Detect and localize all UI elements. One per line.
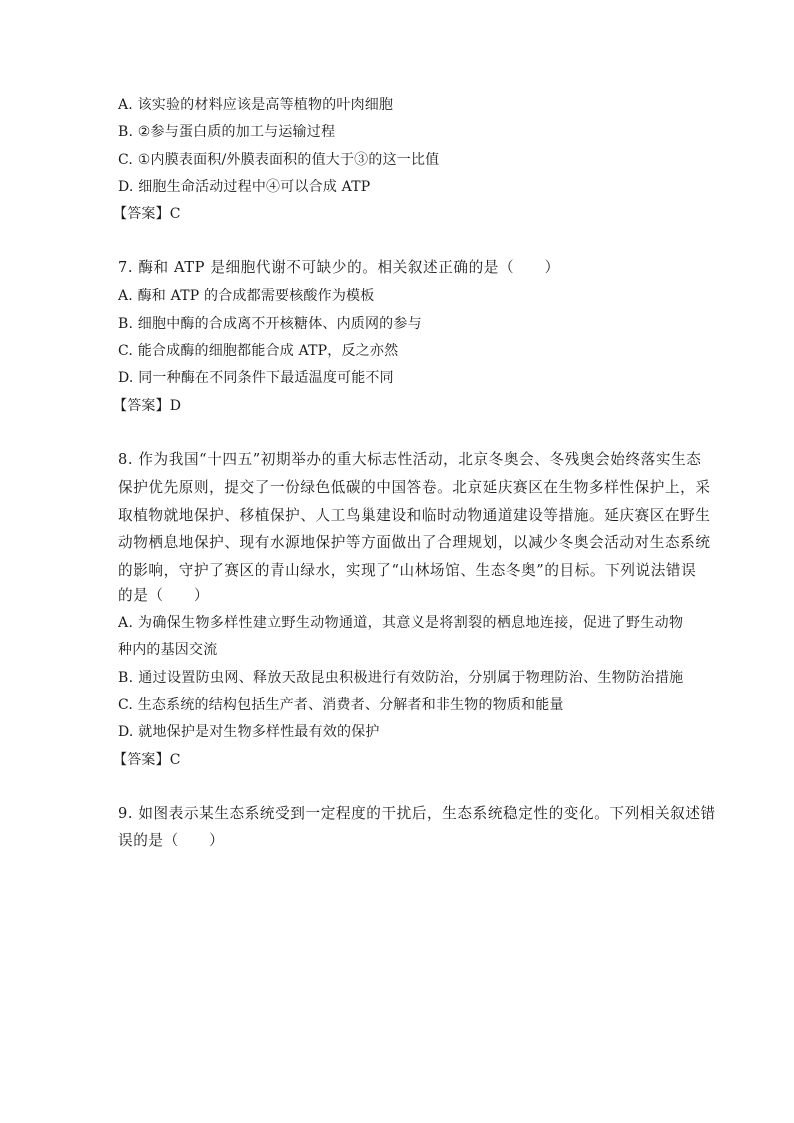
q7-stem: 7. 酶和 ATP 是细胞代谢不可缺少的。相关叙述正确的是（ ） xyxy=(118,259,560,276)
q6-option-b: B. ②参与蛋白质的加工与运输过程 xyxy=(118,124,336,140)
q7-answer: 【答案】D xyxy=(113,398,182,414)
q7-option-d: D. 同一种酶在不同条件下最适温度可能不同 xyxy=(118,370,394,386)
q6-option-d: D. 细胞生命活动过程中④可以合成 ATP xyxy=(118,179,371,195)
q8-option-a-line-1: A. 为确保生物多样性建立野生动物通道，其意义是将割裂的栖息地连接，促进了野生动物 xyxy=(118,615,684,631)
q8-stem-line-3: 取植物就地保护、移植保护、人工鸟巢建设和临时动物通道建设等措施。延庆赛区在野生 xyxy=(118,507,711,524)
q7-option-a: A. 酶和 ATP 的合成都需要核酸作为模板 xyxy=(118,288,375,304)
q6-option-a: A. 该实验的材料应该是高等植物的叶肉细胞 xyxy=(118,97,394,113)
q8-option-c: C. 生态系统的结构包括生产者、消费者、分解者和非生物的物质和能量 xyxy=(118,697,564,713)
q8-option-d: D. 就地保护是对生物多样性最有效的保护 xyxy=(118,724,380,740)
q8-stem-line-6: 的是（ ） xyxy=(118,587,210,604)
q8-stem-line-1: 8. 作为我国“十四五”初期举办的重大标志性活动，北京冬奥会、冬残奥会始终落实生态 xyxy=(118,451,702,468)
q6-answer: 【答案】C xyxy=(113,206,181,222)
q8-option-a-line-2: 种内的基因交流 xyxy=(118,642,218,658)
q9-stem-line-1: 9. 如图表示某生态系统受到一定程度的干扰后，生态系统稳定性的变化。下列相关叙述错 xyxy=(118,805,716,822)
q8-stem-line-2: 保护优先原则，提交了一份绿色低碳的中国答卷。北京延庆赛区在生物多样性保护上，采 xyxy=(118,479,711,496)
q8-stem-line-5: 的影响，守护了赛区的青山绿水，实现了“山林场馆、生态冬奥”的目标。下列说法错误 xyxy=(118,562,697,579)
q9-stem-line-2: 误的是（ ） xyxy=(118,832,225,849)
q7-option-b: B. 细胞中酶的合成离不开核糖体、内质网的参与 xyxy=(118,316,422,332)
q6-option-c: C. ①内膜表面积/外膜表面积的值大于③的这一比值 xyxy=(118,152,440,168)
q8-answer: 【答案】C xyxy=(113,752,181,768)
q8-option-b: B. 通过设置防虫网、释放天敌昆虫积极进行有效防治，分别属于物理防治、生物防治措施 xyxy=(118,670,684,686)
q8-stem-line-4: 动物栖息地保护、现有水源地保护等方面做出了合理规划，以减少冬奥会活动对生态系统 xyxy=(118,534,711,551)
q7-option-c: C. 能合成酶的细胞都能合成 ATP，反之亦然 xyxy=(118,343,399,359)
